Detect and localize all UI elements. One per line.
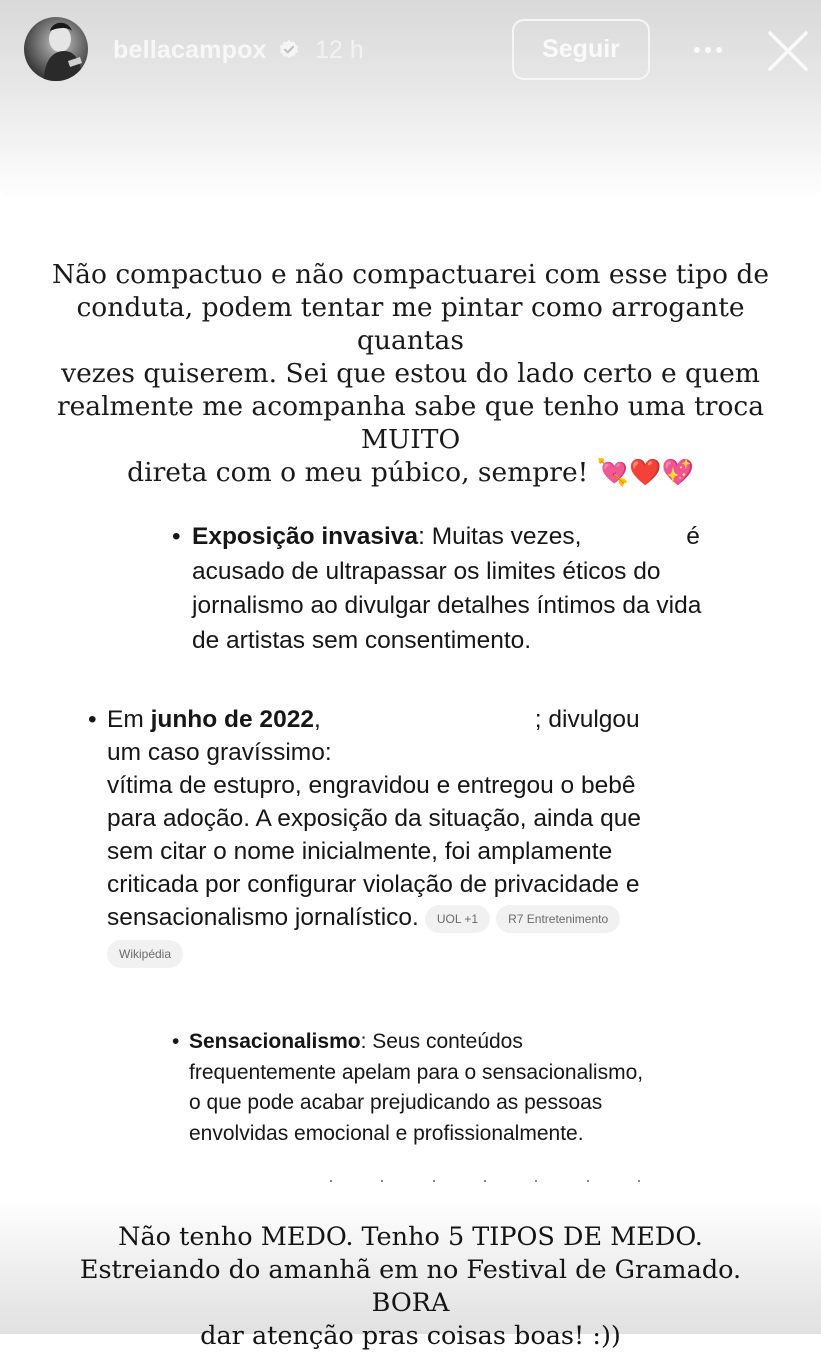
item-date: junho de 2022 [150, 706, 314, 733]
dot [330, 1180, 332, 1182]
item-title: Sensacionalismo [189, 1030, 361, 1053]
item-line: frequentemente apelam para o sensacionalismo, [189, 1060, 644, 1084]
source-chip-uol: UOL +1 [425, 905, 490, 933]
item-line: para adoção. A exposição da situação, ainda que [107, 805, 641, 832]
dot [535, 1180, 537, 1182]
bullet: • [172, 1030, 180, 1053]
item-text: ; divulgou [534, 706, 640, 733]
verified-badge-icon [278, 39, 300, 61]
footer-line: dar atenção pras coisas boas! :)) [200, 1321, 621, 1351]
item-first-line [192, 520, 732, 555]
close-icon[interactable] [765, 28, 811, 74]
username[interactable]: bellacampox [113, 36, 267, 64]
caption-line: realmente me acompanha sabe que tenho uma troca MUITO [56, 391, 765, 455]
item-text: sensacionalismo jornalístico. [107, 904, 419, 931]
more-horizontal-icon [694, 47, 700, 53]
item-line: de artistas sem consentimento. [192, 626, 532, 654]
source-chip-r7: R7 Entretenimento [496, 905, 620, 933]
bullet: • [88, 706, 97, 733]
more-options-button[interactable] [684, 32, 732, 68]
dot [638, 1180, 640, 1182]
dot [381, 1180, 383, 1182]
item-last-line [107, 901, 668, 934]
item-line: sem citar o nome inicialmente, foi amplamente [107, 838, 613, 865]
item-text: Em [107, 706, 151, 733]
item-first-line [107, 703, 668, 736]
dot [484, 1180, 486, 1182]
redacted-area [588, 520, 686, 555]
item-line: criticada por configurar violação de privacidade e [107, 871, 640, 898]
heart-emojis: 💘❤️💖 [596, 458, 694, 488]
screenshot-item-junho-2022 [88, 703, 668, 969]
bullet: • [172, 523, 181, 550]
item-text: , [313, 706, 321, 733]
caption-line: direta com o meu púbico, sempre! [127, 457, 589, 488]
caption-line: Não compactuo e não compactuarei com esse tipo de [51, 259, 770, 290]
more-dot [705, 47, 711, 53]
story-header [0, 0, 821, 100]
item-line: vítima de estupro, engravidou e entregou o bebê [107, 772, 636, 799]
item-text: : Muitas vezes, [418, 523, 589, 550]
item-text: : Seus conteúdos [360, 1030, 523, 1053]
item-line: jornalismo ao divulgar detalhes íntimos da vida [192, 592, 702, 619]
item-line: o que pode acabar prejudicando as pessoas [189, 1091, 603, 1114]
item-first-line [189, 1027, 692, 1058]
post-time: 12 h [315, 36, 364, 64]
profile-photo-icon [24, 17, 88, 81]
item-title: Exposição invasiva [192, 523, 419, 550]
dot [587, 1180, 589, 1182]
screenshot-item-exposicao [172, 520, 732, 658]
dot [433, 1180, 435, 1182]
follow-button[interactable]: Seguir [512, 19, 650, 80]
avatar[interactable] [24, 17, 88, 81]
story-footer-caption [40, 1221, 781, 1353]
item-text: é [686, 523, 700, 550]
caption-line: conduta, podem tentar me pintar como arrogante quantas [76, 292, 745, 356]
item-line: acusado de ultrapassar os limites éticos do [192, 557, 661, 585]
item-line: um caso gravíssimo: [107, 739, 332, 766]
more-dot [716, 47, 722, 53]
source-chip-wikipedia: Wikipédia [107, 940, 183, 968]
caption-line: vezes quiserem. Sei que estou do lado certo e quem [61, 358, 760, 389]
footer-line: Não tenho MEDO. Tenho 5 TIPOS DE MEDO. [118, 1222, 703, 1252]
cropped-text-remnant [330, 1180, 640, 1186]
footer-line: Estreiando do amanhã em no Festival de Gramado. BORA [79, 1255, 742, 1318]
screenshot-item-sensacionalismo [172, 1027, 692, 1149]
chip-row [107, 936, 668, 969]
caption-line-last [40, 456, 781, 490]
item-line: envolvidas emocional e profissionalmente. [189, 1121, 584, 1145]
redacted-area [321, 703, 535, 736]
story-caption [40, 258, 781, 490]
